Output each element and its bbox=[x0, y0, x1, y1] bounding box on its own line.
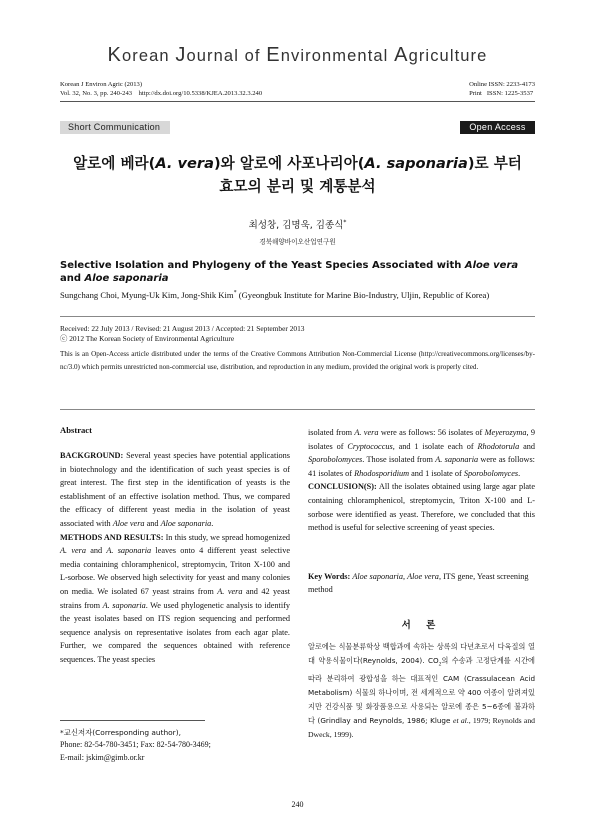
korean-title-line1 bbox=[30, 152, 565, 175]
abstract-conclusion bbox=[308, 480, 535, 534]
title-species: A. vera bbox=[155, 155, 214, 172]
divider bbox=[60, 316, 535, 317]
species-name: Meyerozyma bbox=[484, 428, 527, 437]
english-title bbox=[60, 259, 540, 285]
paragraph-text: and bbox=[144, 518, 161, 528]
open-access-badge: Open Access bbox=[460, 121, 535, 134]
title-species: Aloe vera bbox=[464, 260, 519, 271]
abstract-background bbox=[60, 449, 290, 531]
received-revised-accepted: Received: 22 July 2013 / Revised: 21 August 2013 / Accepted: 21 September 2013 bbox=[60, 324, 305, 333]
section-label: CONCLUSION(S): bbox=[308, 482, 377, 492]
paragraph-text: and 1 isolate of bbox=[409, 468, 464, 478]
abstract-left-column bbox=[60, 449, 290, 667]
corresponding-author-footnote bbox=[60, 727, 300, 764]
species-name: Sporobolomyces bbox=[463, 468, 519, 478]
paragraph-text: All the isolates obtained using large agar plate containing chloramphenicol, streptomycin, Triton X-100 and L-sorbose were identified as yeast. Therefore, we concluded that this method is useful for selective screening of yeast species. bbox=[308, 482, 535, 533]
title-text: )와 알로에 사포나리아( bbox=[213, 155, 365, 172]
title-text: and bbox=[60, 273, 85, 284]
species-name: A. saponaria bbox=[435, 455, 479, 465]
page-number: 240 bbox=[291, 800, 304, 809]
divider bbox=[60, 409, 535, 410]
abstract-results-continued bbox=[308, 426, 535, 480]
keyword-separator: , bbox=[402, 572, 408, 581]
subscript: 2 bbox=[438, 661, 442, 668]
article-dates bbox=[60, 324, 535, 344]
paragraph-text: 알로에는 식물분류학상 백합과에 속하는 상록의 다년초로서 다육질의 열대 약용식물이다(Reynolds, 2004). CO bbox=[308, 642, 535, 665]
section-label: METHODS AND RESULTS: bbox=[60, 532, 164, 542]
issn-meta bbox=[469, 80, 535, 98]
abstract-right-column bbox=[308, 426, 535, 535]
journal-title-rest: orean bbox=[122, 47, 176, 65]
keyword: Aloe saponaria bbox=[352, 572, 403, 581]
species-name: Rhodotorula bbox=[477, 441, 520, 451]
keywords-label: Key Words: bbox=[308, 572, 351, 581]
species-name: Aloe saponaria bbox=[160, 518, 212, 528]
species-name: Cryptococcus bbox=[347, 441, 393, 451]
korean-title-line2: 효모의 분리 및 계통분석 bbox=[219, 178, 376, 195]
volume-doi-line[interactable]: Vol. 32, No. 3, pp. 240-243 http://dx.doi.org/10.5338/KJEA.2013.32.3.240 bbox=[60, 90, 263, 97]
journal-title-rest: nvironmental bbox=[280, 47, 395, 65]
paragraph-text: Several yeast species have potential applications in biotechnology and the identification of such yeast species is of great interest. The first step in the identification of yeasts is the establishment of an effective isolation method. Thus, we compared the efficacy of different yeast media in the isolation of yeast associated with bbox=[60, 451, 290, 528]
keywords bbox=[308, 570, 535, 596]
citation-line: Korean J Environ Agric (2013) bbox=[60, 81, 143, 88]
english-authors bbox=[60, 287, 535, 301]
paragraph-text: were as follows: 41 isolates of bbox=[308, 455, 535, 478]
title-species: A. saponaria bbox=[364, 155, 468, 172]
introduction-paragraph bbox=[308, 640, 535, 742]
paragraph-text: . bbox=[211, 518, 214, 528]
copyright-line: ⓒ 2012 The Korean Society of Environmental Agriculture bbox=[60, 334, 235, 343]
journal-title-cap: J bbox=[175, 44, 187, 66]
citation-italic: et al bbox=[453, 715, 467, 725]
footnote-email[interactable]: E-mail: jskim@gimb.or.kr bbox=[60, 752, 145, 762]
paragraph-text: and 42 yeast strains from bbox=[60, 586, 291, 610]
species-name: Aloe vera bbox=[112, 518, 145, 528]
paragraph-text: and bbox=[519, 441, 535, 451]
species-name: Rhodosporidium bbox=[354, 468, 410, 478]
species-name: A. vera bbox=[60, 546, 86, 556]
paragraph-text: leaves onto 4 different yeast selective media containing chloramphenicol, streptomycin, Triton X-100 and L-sorbose. We observed high selectivity for yeast and many colonies on media. We isolated 67 yeast strains from bbox=[60, 546, 290, 596]
journal-title-rest: ournal of bbox=[186, 47, 267, 65]
section-label: BACKGROUND: bbox=[60, 451, 124, 460]
species-name: A. saponaria bbox=[102, 600, 146, 610]
title-species: Aloe saponaria bbox=[84, 273, 169, 284]
species-name: Sporobolomyces bbox=[308, 455, 363, 465]
korean-affiliation: 경북해양바이오산업연구원 bbox=[259, 238, 336, 246]
journal-title bbox=[0, 44, 595, 67]
abstract-methods bbox=[60, 531, 290, 667]
online-issn: Online ISSN: 2233-4173 bbox=[469, 81, 535, 88]
introduction-heading: 서 론 bbox=[401, 620, 442, 631]
species-name: A. vera bbox=[217, 586, 243, 596]
paragraph-text: . bbox=[518, 468, 521, 478]
paragraph-text: and bbox=[86, 546, 107, 556]
paragraph-text: 의 수송과 고정단계를 시간에 따라 분리하여 광합성을 하는 대표적인 CAM (Crassulacean Acid Metabolism) 식물의 하나이며, 전 세계적으로 약 400 여종이 알려져있지만 건강식품 및 화장품용으로 사용되는 알로에 종은 5~6종에 불과하다 (Grindlay and Reynolds, 1986; Kluge bbox=[308, 656, 535, 725]
paragraph-text: . Those isolated from bbox=[362, 455, 436, 465]
paragraph-text: isolated from bbox=[308, 428, 355, 437]
footnote-divider bbox=[60, 720, 205, 721]
license-text: This is an Open-Access article distributed under the terms of the Creative Commons Attribution Non-Commercial License (http://creativecommons.org/licenses/by-nc/3.0) which permits unrestricted non-commercial use, distribution, and reproduction in any medium, provided the original work is properly cited. bbox=[60, 350, 535, 371]
journal-title-cap: A bbox=[394, 44, 409, 66]
korean-authors bbox=[0, 217, 595, 231]
author-affiliation: (Gyeongbuk Institute for Marine Bio-Industry, Uljin, Republic of Korea) bbox=[236, 289, 490, 300]
corresponding-mark: * bbox=[233, 290, 237, 296]
paragraph-text: ., 1979; Reynolds and Dweck, 1999). bbox=[308, 715, 536, 739]
journal-title-rest: griculture bbox=[408, 47, 488, 65]
article-type-badge: Short Communication bbox=[60, 121, 170, 134]
abstract-heading: Abstract bbox=[60, 425, 92, 435]
title-text: )로 부터 bbox=[467, 155, 522, 172]
species-name: A. vera bbox=[354, 428, 379, 437]
paragraph-text: were as follows: 56 isolates of bbox=[378, 428, 485, 437]
author-names: 최성창, 김명욱, 김종식 bbox=[248, 220, 344, 231]
keyword: Aloe vera bbox=[407, 572, 439, 581]
footnote-label: *교신저자(Corresponding author), bbox=[60, 728, 181, 737]
paragraph-text: . We used phylogenetic analysis to identify the yeast isolates based on ITS region sequencing and performed sequence analysis on representative isolates from each agar plate. Further, we compared the sequences obtained with reference sequences. The yeast species bbox=[60, 600, 290, 664]
species-name: A. saponaria bbox=[106, 546, 152, 556]
author-names: Sungchang Choi, Myung-Uk Kim, Jong-Shik Kim bbox=[60, 289, 234, 300]
paragraph-text: , 9 isolates of bbox=[308, 428, 536, 451]
journal-title-cap: E bbox=[266, 44, 281, 66]
footnote-phone: Phone: 82-54-780-3451; Fax: 82-54-780-3469; bbox=[60, 740, 211, 750]
corresponding-mark: * bbox=[343, 218, 347, 226]
journal-title-cap: K bbox=[107, 44, 122, 66]
citation-meta bbox=[60, 80, 262, 98]
title-text: 알로에 베라( bbox=[73, 155, 156, 172]
paragraph-text: , and 1 isolate each of bbox=[392, 441, 478, 451]
keyword: , ITS gene, Yeast screening method bbox=[308, 572, 529, 594]
header-divider bbox=[60, 101, 535, 102]
print-issn: Print ISSN: 1225-3537 bbox=[469, 90, 534, 97]
paragraph-text: In this study, we spread homogenized bbox=[163, 532, 290, 542]
title-text: Selective Isolation and Phylogeny of the Yeast Species Associated with bbox=[60, 260, 465, 271]
korean-title bbox=[30, 152, 565, 198]
